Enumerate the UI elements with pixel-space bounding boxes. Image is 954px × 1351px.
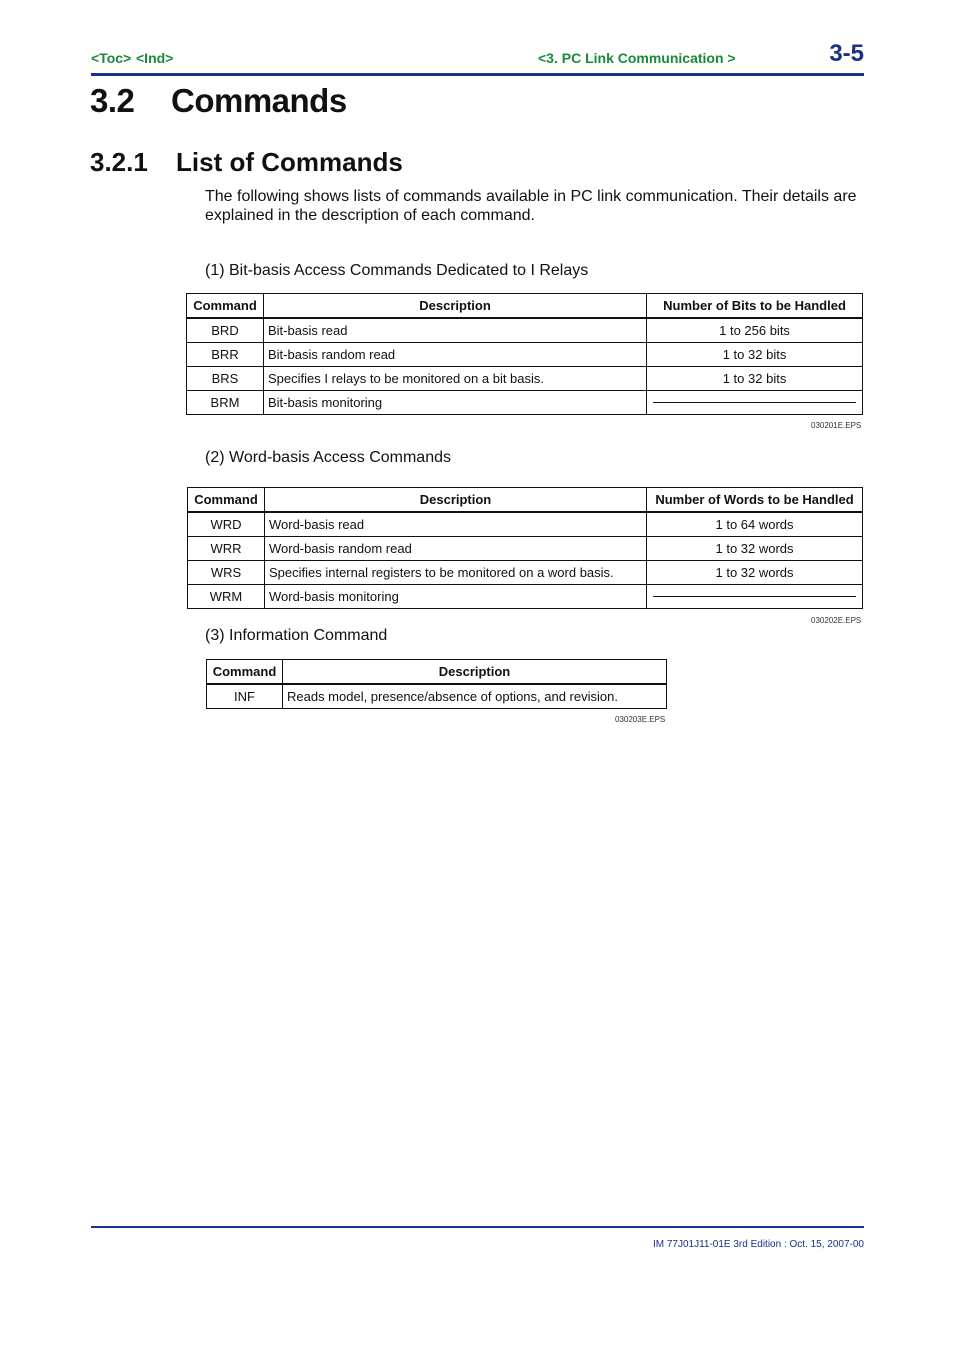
table-row — [187, 318, 863, 343]
command-cell: WRR — [188, 537, 265, 561]
toc-link[interactable]: <Toc> — [91, 50, 132, 66]
column-header: Command — [188, 488, 265, 513]
figure-id: 030201E.EPS — [811, 421, 862, 430]
count-cell: 1 to 32 bits — [647, 343, 863, 367]
table-row — [188, 585, 863, 609]
description-cell: Bit-basis monitoring — [263, 391, 646, 415]
table2-caption: (2) Word-basis Access Commands — [205, 449, 451, 466]
command-cell: WRS — [188, 561, 265, 585]
description-cell: Bit-basis read — [263, 318, 646, 343]
column-header: Number of Words to be Handled — [647, 488, 863, 513]
count-cell: 1 to 256 bits — [647, 318, 863, 343]
column-header: Description — [263, 294, 646, 319]
table-header-row — [207, 660, 667, 685]
footer-rule — [91, 1226, 864, 1228]
subsection-number: 3.2.1 — [90, 147, 148, 177]
table-row — [188, 537, 863, 561]
table-row — [187, 343, 863, 367]
count-cell: 1 to 64 words — [647, 512, 863, 537]
column-header: Description — [264, 488, 646, 513]
description-cell: Bit-basis random read — [263, 343, 646, 367]
table1-caption: (1) Bit-basis Access Commands Dedicated to I Relays — [205, 262, 589, 279]
command-cell: WRD — [188, 512, 265, 537]
footer-doc-info: IM 77J01J11-01E 3rd Edition : Oct. 15, 2007-00 — [652, 1239, 864, 1250]
table-row — [187, 367, 863, 391]
table-row — [207, 684, 667, 709]
description-cell: Word-basis read — [264, 512, 646, 537]
command-cell: BRM — [187, 391, 264, 415]
description-cell: Word-basis monitoring — [264, 585, 646, 609]
count-cell-na — [647, 585, 863, 609]
command-cell: BRD — [187, 318, 264, 343]
table-row — [188, 512, 863, 537]
table3-caption: (3) Information Command — [205, 627, 388, 644]
index-link[interactable]: <Ind> — [136, 50, 174, 66]
description-cell: Reads model, presence/absence of options, and revision. — [282, 684, 666, 709]
description-cell: Specifies I relays to be monitored on a bit basis. — [263, 367, 646, 391]
table-header-row — [187, 294, 863, 319]
bit-commands-table — [186, 293, 863, 415]
column-header: Description — [282, 660, 666, 685]
count-cell-na — [647, 391, 863, 415]
count-cell: 1 to 32 words — [647, 561, 863, 585]
command-cell: BRR — [187, 343, 264, 367]
section-title: Commands — [171, 82, 347, 119]
chapter-link[interactable]: <3. PC Link Communication > — [538, 50, 736, 66]
header-rule — [91, 73, 864, 76]
command-cell: WRM — [188, 585, 265, 609]
command-cell: BRS — [187, 367, 264, 391]
section-heading — [90, 82, 347, 120]
subsection-title: List of Commands — [176, 147, 403, 177]
not-applicable-dash — [653, 596, 856, 597]
count-cell: 1 to 32 bits — [647, 367, 863, 391]
column-header: Number of Bits to be Handled — [647, 294, 863, 319]
information-command-table — [206, 659, 667, 709]
table-header-row — [188, 488, 863, 513]
page-number: 3-5 — [829, 40, 864, 67]
description-cell: Specifies internal registers to be monitored on a word basis. — [264, 561, 646, 585]
intro-paragraph: The following shows lists of commands available in PC link communication. Their details are explained in the description of each command. — [205, 188, 857, 224]
table-row — [188, 561, 863, 585]
section-number: 3.2 — [90, 82, 135, 119]
word-commands-table — [187, 487, 863, 609]
command-cell: INF — [207, 684, 283, 709]
description-cell: Word-basis random read — [264, 537, 646, 561]
table-row — [187, 391, 863, 415]
figure-id: 030202E.EPS — [811, 616, 862, 625]
column-header: Command — [187, 294, 264, 319]
subsection-heading — [90, 147, 403, 178]
figure-id: 030203E.EPS — [615, 715, 666, 724]
not-applicable-dash — [653, 402, 856, 403]
column-header: Command — [207, 660, 283, 685]
count-cell: 1 to 32 words — [647, 537, 863, 561]
